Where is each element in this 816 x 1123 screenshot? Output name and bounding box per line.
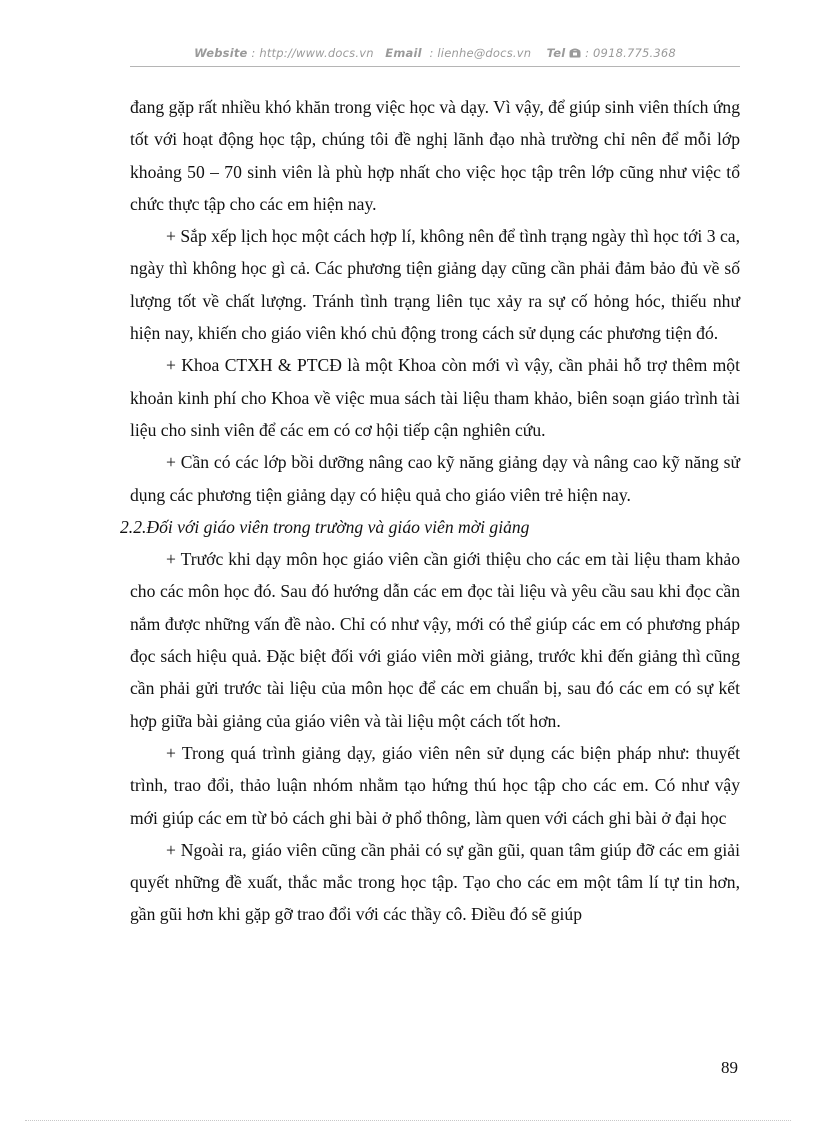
page-number: 89 — [721, 1058, 738, 1077]
page-header — [130, 46, 740, 61]
paragraph: + Trong quá trình giảng dạy, giáo viên nên sử dụng các biện pháp như: thuyết trình, trao đổi, thảo luận nhóm nhằm tạo hứng thú học tập cho các em. Có như vậy mới giúp các em từ bỏ cách ghi bài ở phổ thông, làm quen với cách ghi bài ở đại học — [130, 742, 740, 828]
section-heading: 2.2.Đối với giáo viên trong trường và giáo viên mời giảng — [120, 516, 530, 537]
paragraph: + Ngoài ra, giáo viên cũng cần phải có sự gần gũi, quan tâm giúp đỡ các em giải quyết những đề xuất, thắc mắc trong học tập. Tạo cho các em một tâm lí tự tin hơn, gần gũi hơn khi gặp gỡ trao đổi với các thầy cô. Điều đó sẽ giúp — [130, 839, 740, 925]
paragraph: + Sắp xếp lịch học một cách hợp lí, không nên để tình trạng ngày thì học tới 3 ca, ngày thì không học gì cả. Các phương tiện giảng dạy cũng cần phải đảm bảo đủ về số lượng tốt về chất lượng. Tránh tình trạng liên tục xảy ra sự cố hỏng hóc, thiếu như hiện nay, khiến cho giáo viên khó chủ động trong cách sử dụng các phương tiện đó. — [130, 226, 740, 344]
paragraph: + Trước khi dạy môn học giáo viên cần giới thiệu cho các em tài liệu tham khảo cho các môn học đó. Sau đó hướng dẫn các em đọc tài liệu và yêu cầu sau khi đọc cần nắm được những vấn đề nào. Chỉ có như vậy, mới có thể giúp các em có phương pháp đọc sách hiệu quả. Đặc biệt đối với giáo viên mời giảng, trước khi đến giảng thì cũng cần phải gửi trước tài liệu của môn học để các em chuẩn bị, sau đó các em có sự kết hợp giữa bài giảng của giáo viên và tài liệu một cách tốt hơn. — [130, 549, 740, 731]
tel-number: : 0918.775.368 — [585, 46, 676, 60]
tel-label: Tel — [546, 46, 566, 60]
page-bottom-border — [25, 1120, 791, 1121]
email-address[interactable]: : lienhe@docs.vn — [429, 46, 532, 60]
website-label: Website — [194, 46, 248, 60]
paragraph: + Khoa CTXH & PTCĐ là một Khoa còn mới vì vậy, cần phải hỗ trợ thêm một khoản kinh phí cho Khoa về việc mua sách tài liệu tham khảo, biên soạn giáo trình tài liệu cho sinh viên để các em có cơ hội tiếp cận nghiên cứu. — [130, 355, 740, 440]
document-body — [120, 91, 740, 931]
paragraph: đang gặp rất nhiều khó khăn trong việc học và dạy. Vì vậy, để giúp sinh viên thích ứng tốt với hoạt động học tập, chúng tôi đề nghị lãnh đạo nhà trường chỉ nên để mỗi lớp khoảng 50 – 70 sinh viên là phù hợp nhất cho việc học tập trên lớp cũng như việc tổ chức thực tập cho các em hiện nay. — [130, 97, 740, 214]
website-url[interactable]: : http://www.docs.vn — [251, 46, 374, 60]
phone-icon — [569, 47, 581, 61]
header-divider — [130, 66, 740, 67]
email-label: Email — [385, 46, 422, 60]
paragraph: + Cần có các lớp bồi dưỡng nâng cao kỹ năng giảng dạy và nâng cao kỹ năng sử dụng các phương tiện giảng dạy có hiệu quả cho giáo viên trẻ hiện nay. — [130, 452, 740, 505]
